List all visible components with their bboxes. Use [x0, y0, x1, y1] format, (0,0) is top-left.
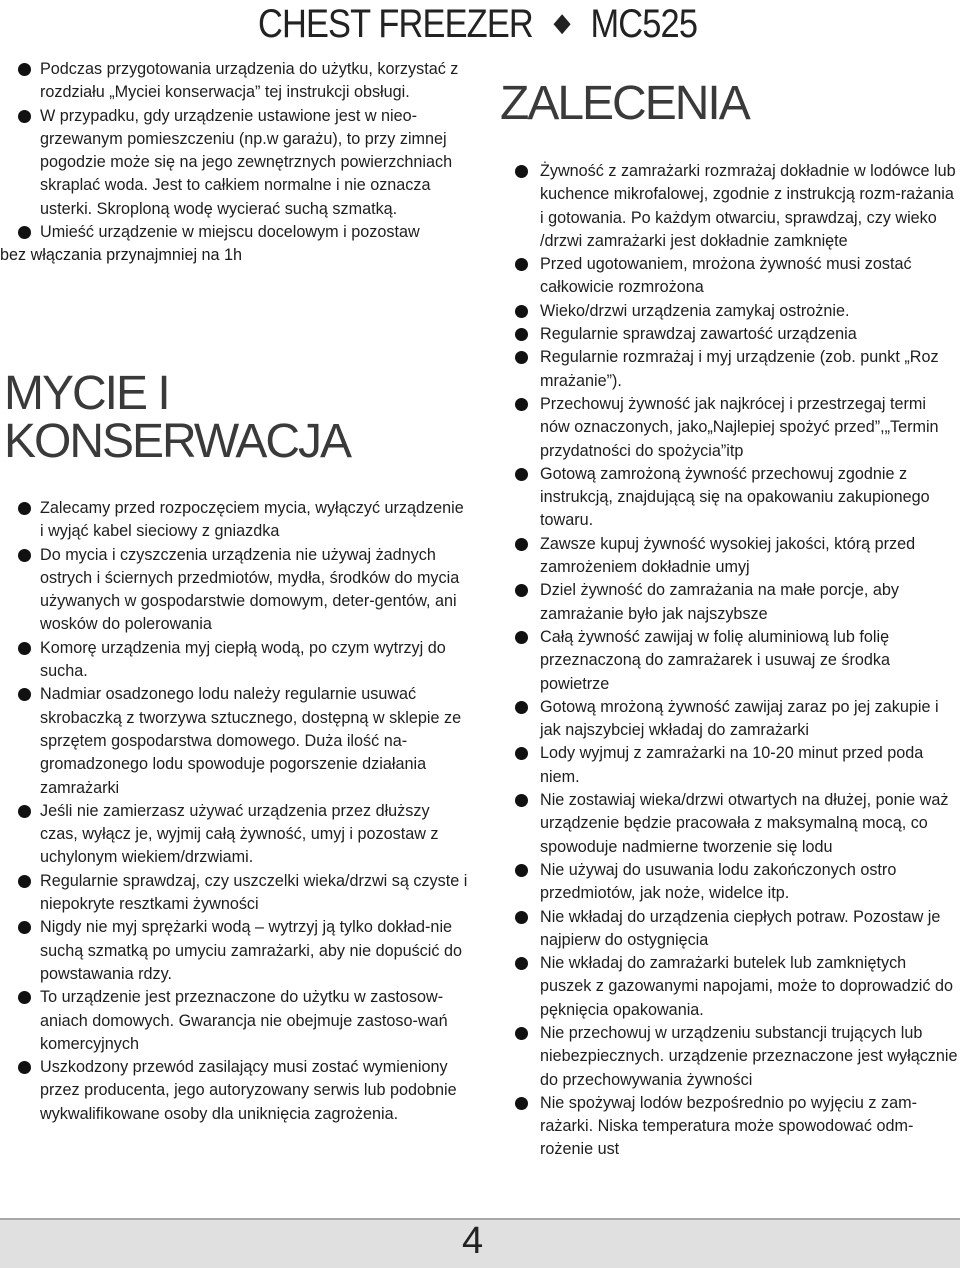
- bullet-icon: [18, 226, 31, 239]
- bullet-icon: [515, 701, 528, 714]
- bullet-icon: [18, 63, 31, 76]
- section-title-zalecenia: ZALECENIA: [500, 77, 749, 130]
- bullet-icon: [515, 911, 528, 924]
- list-item: Nie przechowuj w urządzeniu substancji trujących lub niebezpiecznych. urządzenie przeznaczone jest wyłącznie do przechowywania żywności: [500, 1022, 960, 1092]
- list-item: Regularnie sprawdzaj zawartość urządzenia: [500, 323, 960, 346]
- diamond-icon: ◆: [553, 7, 570, 37]
- list-item: Jeśli nie zamierzasz używać urządzenia przez dłuższy czas, wyłącz je, wyjmij całą żywność, umyj i pozostaw z uchylonym wiekiem/drzwiami.: [0, 800, 470, 870]
- bullet-icon: [515, 631, 528, 644]
- list-item: Nigdy nie myj sprężarki wodą – wytrzyj ją tylko dokład-nie suchą szmatką po umyciu zamrażarki, aby nie dopuścić do powstawania rdzy.: [0, 916, 470, 986]
- list-item: To urządzenie jest przeznaczone do użytku w zastosow-aniach domowych. Gwarancja nie obejmuje zastoso-wań komercyjnych: [0, 986, 470, 1056]
- list-item: Regularnie rozmrażaj i myj urządzenie (zob. punkt „Roz mrażanie”).: [500, 346, 960, 393]
- list-item: Regularnie sprawdzaj, czy uszczelki wieka/drzwi są czyste i niepokryte resztkami żywności: [0, 870, 470, 917]
- list-item: Zawsze kupuj żywność wysokiej jakości, którą przed zamrożeniem dokładnie umyj: [500, 533, 960, 580]
- header-product-type: CHEST FREEZER: [258, 2, 533, 46]
- list-item: Gotową zamrożoną żywność przechowuj zgodnie z instrukcją, znajdującą się na opakowaniu zakupionego towaru.: [500, 463, 960, 533]
- bullet-icon: [18, 549, 31, 562]
- list-item: Do mycia i czyszczenia urządzenia nie używaj żadnych ostrych i ściernych przedmiotów, mydła, środków do mycia używanych w gospodarstwie domowym, deter-gentów, ani wosków do polerowania: [0, 544, 470, 637]
- bullet-icon: [18, 688, 31, 701]
- bullet-icon: [18, 502, 31, 515]
- left-column: [0, 58, 470, 268]
- bullet-icon: [515, 1027, 528, 1040]
- bullet-icon: [515, 258, 528, 271]
- bullet-icon: [515, 864, 528, 877]
- list-item: Przechowuj żywność jak najkrócej i przestrzegaj termi nów oznaczonych, jako„Najlepiej spożyć przed”,„Termin przydatności do spożycia”itp: [500, 393, 960, 463]
- list-item: W przypadku, gdy urządzenie ustawione jest w nieo-grzewanym pomieszczeniu (np.w garażu), to przy zimnej pogodzie może się na jego zewnętrznych powierzchniach skraplać woda. Jest to całkiem normalne i nie oznacza usterki. Skroploną wodę wycierać suchą szmatką.: [0, 105, 470, 221]
- bullet-icon: [18, 1061, 31, 1074]
- list-item: Komorę urządzenia myj ciepłą wodą, po czym wytrzyj do sucha.: [0, 637, 470, 684]
- list-item: Dziel żywność do zamrażania na małe porcje, aby zamrażanie było jak najszybsze: [500, 579, 960, 626]
- bullet-icon: [515, 328, 528, 341]
- list-item: Przed ugotowaniem, mrożona żywność musi zostać całkowicie rozmrożona: [500, 253, 960, 300]
- bullet-icon: [18, 110, 31, 123]
- list-item: Żywność z zamrażarki rozmrażaj dokładnie w lodówce lub kuchence mikrofalowej, zgodnie z instrukcją rozm-rażania i gotowania. Po każdym otwarciu, sprawdzaj, czy wieko /drzwi zamrażarki jest dokładnie zamknięte: [500, 160, 960, 253]
- bullet-icon: [515, 538, 528, 551]
- document-header: [258, 2, 698, 47]
- list-item: Zalecamy przed rozpoczęciem mycia, wyłączyć urządzenie i wyjąć kabel sieciowy z gniazdka: [0, 497, 470, 544]
- bullet-icon: [18, 875, 31, 888]
- bullet-icon: [515, 747, 528, 760]
- list-item: Lody wyjmuj z zamrażarki na 10-20 minut przed poda niem.: [500, 742, 960, 789]
- bullet-icon: [18, 642, 31, 655]
- list-item: Nie wkładaj do zamrażarki butelek lub zamkniętych puszek z gazowanymi napojami, może to doprowadzić do pęknięcia opakowania.: [500, 952, 960, 1022]
- list-item: Nie zostawiaj wieka/drzwi otwartych na dłużej, ponie waż urządzenie będzie pracowała z maksymalną mocą, co spowoduje nadmierne tworzenie się lodu: [500, 789, 960, 859]
- bullet-icon: [515, 584, 528, 597]
- bullet-icon: [515, 794, 528, 807]
- list-item: Nie spożywaj lodów bezpośrednio po wyjęciu z zam-rażarki. Niska temperatura może spowodować odm-rożenie ust: [500, 1092, 960, 1162]
- list-item: Uszkodzony przewód zasilający musi zostać wymieniony przez producenta, jego autoryzowany serwis lub podobnie wykwalifikowane osoby dla uniknięcia zagrożenia.: [0, 1056, 470, 1126]
- bullet-icon: [515, 1097, 528, 1110]
- list-item: Gotową mrożoną żywność zawijaj zaraz po jej zakupie i jak najszybciej wkładaj do zamrażarki: [500, 696, 960, 743]
- bullet-icon: [515, 165, 528, 178]
- list-item: Nadmiar osadzonego lodu należy regularnie usuwać skrobaczką z tworzywa sztucznego, dostępną w sklepie ze sprzętem gospodarstwa domowego. Duża ilość na-gromadzonego lodu spowoduje pogorszenie działania zamrażarki: [0, 683, 470, 799]
- bullet-icon: [515, 468, 528, 481]
- list-item: Umieść urządzenie w miejscu docelowym i pozostaw: [0, 221, 470, 244]
- bullet-icon: [515, 957, 528, 970]
- list-item: Podczas przygotowania urządzenia do użytku, korzystać z rozdziału „Myciei konserwacja” tej instrukcji obsługi.: [0, 58, 470, 105]
- list-item: Całą żywność zawijaj w folię aluminiową lub folię przeznaczoną do zamrażarek i usuwaj ze środka powietrze: [500, 626, 960, 696]
- bullet-icon: [18, 805, 31, 818]
- page-number: 4: [462, 1220, 484, 1262]
- section-title-mycie: MYCIE I KONSERWACJA: [4, 367, 351, 468]
- intro-tail-text: bez włączania przynajmniej na 1h: [0, 246, 243, 265]
- list-item: Wieko/drzwi urządzenia zamykaj ostrożnie.: [500, 300, 960, 323]
- bullet-icon: [18, 991, 31, 1004]
- bullet-icon: [18, 921, 31, 934]
- bullet-icon: [515, 398, 528, 411]
- header-model: MC525: [590, 2, 698, 46]
- zalecenia-list: [500, 160, 960, 1162]
- mycie-list: [0, 497, 470, 1126]
- list-item: Nie używaj do usuwania lodu zakończonych ostro przedmiotów, jak noże, widelce itp.: [500, 859, 960, 906]
- list-item: Nie wkładaj do urządzenia ciepłych potraw. Pozostaw je najpierw do ostygnięcia: [500, 906, 960, 953]
- bullet-icon: [515, 305, 528, 318]
- bullet-icon: [515, 351, 528, 364]
- intro-list: [0, 58, 470, 268]
